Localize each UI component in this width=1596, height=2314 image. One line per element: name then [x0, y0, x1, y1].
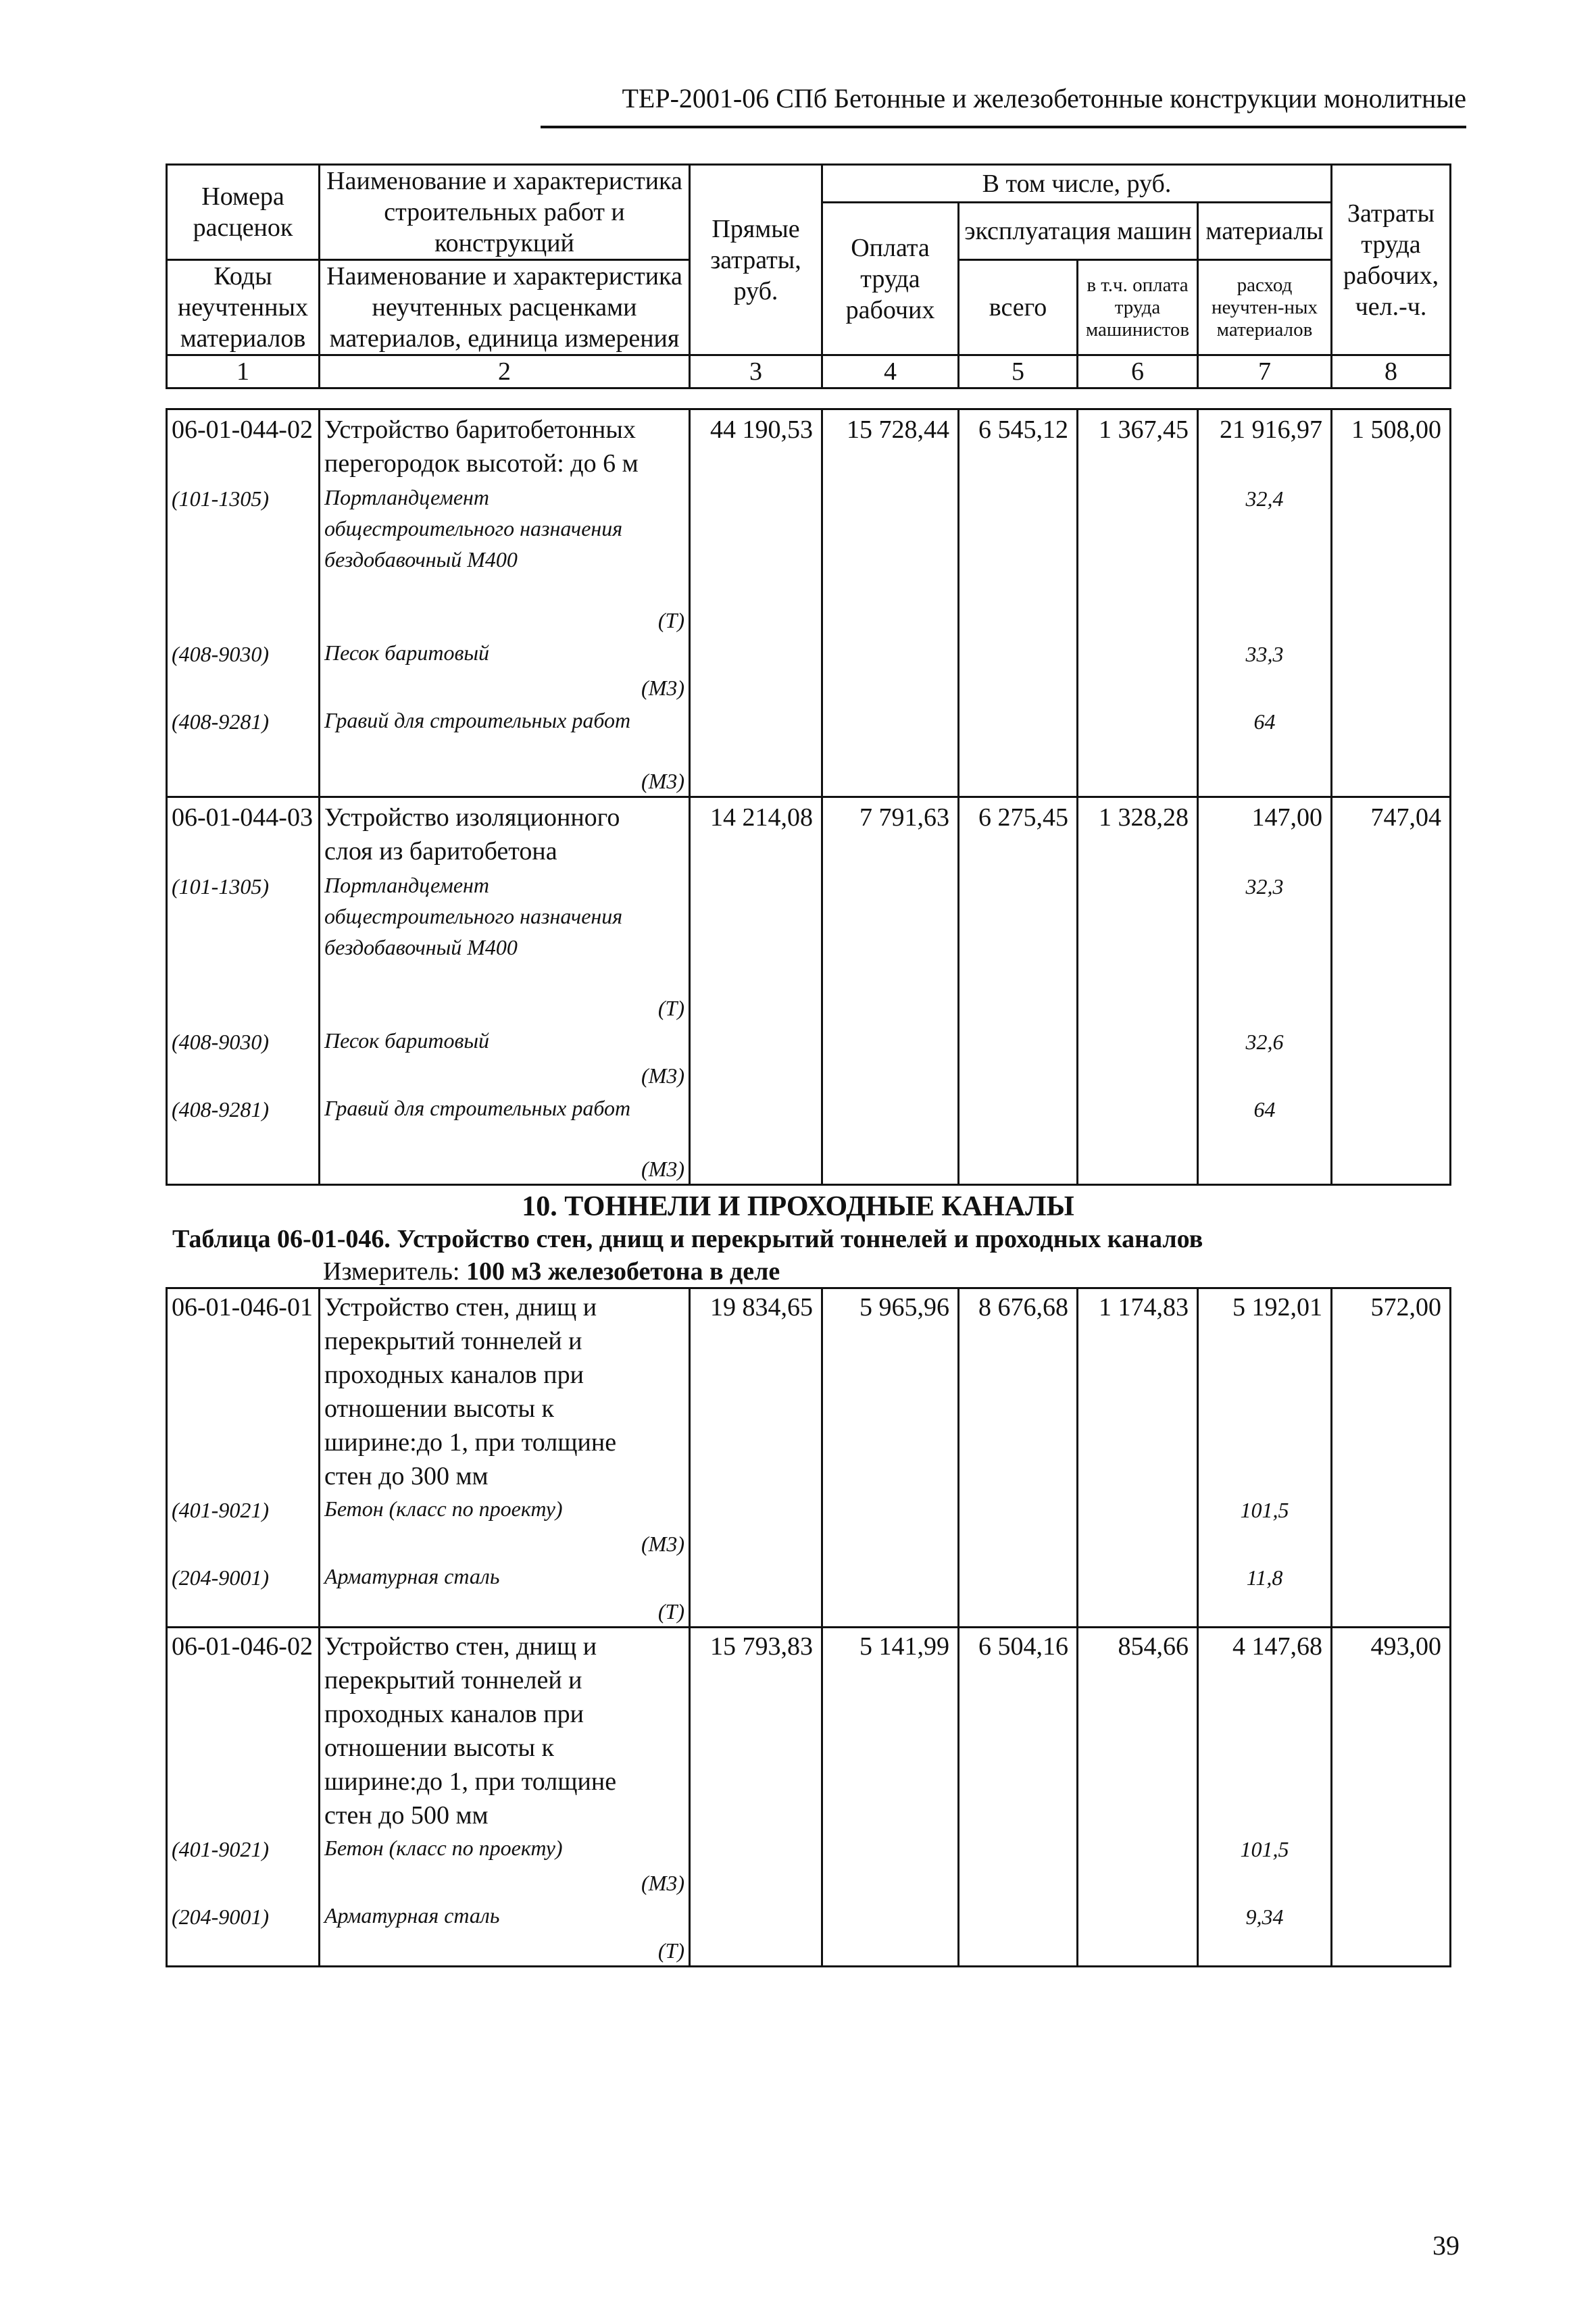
material-qty: 33,3	[1245, 642, 1284, 666]
material-name: Арматурная сталь	[324, 1564, 500, 1588]
rate-name: ширине:до 1, при толщине	[324, 1767, 617, 1796]
rate-name: Устройство баритобетонных	[324, 416, 636, 444]
materials-cost: 147,00	[1251, 803, 1322, 832]
operator-pay: 1 328,28	[1078, 797, 1198, 1185]
header-machines: эксплуатация машин	[959, 203, 1198, 260]
header-in-total: В том числе, руб.	[822, 165, 1332, 203]
rate-name: проходных каналов при	[324, 1700, 584, 1728]
rate-name: ширине:до 1, при толщине	[324, 1428, 617, 1457]
rate-name: Устройство стен, днищ и	[324, 1632, 597, 1661]
header-operator-pay: в т.ч. оплата труда машинистов	[1078, 260, 1198, 355]
direct-costs: 44 190,53	[690, 409, 822, 797]
material-code: (204-9001)	[172, 1565, 269, 1590]
rate-name: стен до 500 мм	[324, 1801, 489, 1830]
table-title: Таблица 06-01-046. Устройство стен, днищ и перекрытий тоннелей и проходных каналов	[172, 1225, 1203, 1253]
material-code: (401-9021)	[172, 1498, 269, 1522]
header-num: 3	[690, 355, 822, 388]
rate-code: 06-01-044-02	[172, 416, 313, 444]
operator-pay: 1 174,83	[1078, 1288, 1198, 1628]
material-code: (408-9030)	[172, 1030, 269, 1054]
header-num: 5	[959, 355, 1078, 388]
rate-name: перекрытий тоннелей и	[324, 1666, 582, 1694]
rate-name: перегородок высотой: до 6 м	[324, 449, 639, 478]
direct-costs: 19 834,65	[690, 1288, 822, 1628]
header-material-codes: Коды неучтенных материалов	[167, 260, 320, 355]
material-code: (408-9030)	[172, 642, 269, 666]
header-labor-hours: Затраты труда рабочих, чел.-ч.	[1332, 165, 1451, 355]
material-code: (408-9281)	[172, 1097, 269, 1122]
machines-total: 8 676,68	[959, 1288, 1078, 1628]
machines-total: 6 275,45	[959, 797, 1078, 1185]
operator-pay: 854,66	[1078, 1628, 1198, 1967]
labor-pay: 7 791,63	[822, 797, 959, 1185]
material-name: Портландцемент	[324, 485, 490, 509]
header-machines-total: всего	[959, 260, 1078, 355]
material-qty: 32,4	[1245, 486, 1284, 511]
header-work-name: Наименование и характеристика строительных работ и конструкций	[320, 165, 690, 260]
measure-label: Измеритель:	[323, 1257, 460, 1286]
rate-name: отношении высоты к	[324, 1734, 555, 1762]
header-labor-pay: Оплата труда рабочих	[822, 203, 959, 355]
header-unaccounted-materials: расход неучтен-ных материалов	[1198, 260, 1332, 355]
rate-name: Устройство изоляционного	[324, 803, 620, 832]
header-material-names: Наименование и характеристика неучтенных расценками материалов, единица измерения	[320, 260, 690, 355]
material-code: (408-9281)	[172, 709, 269, 734]
header-num: 8	[1332, 355, 1451, 388]
rate-name: стен до 300 мм	[324, 1462, 489, 1490]
material-code: (401-9021)	[172, 1837, 269, 1861]
material-qty: 32,3	[1245, 874, 1284, 899]
rate-name: Устройство стен, днищ и	[324, 1293, 597, 1322]
material-name: Арматурная сталь	[324, 1903, 500, 1928]
material-unit: (М3)	[641, 769, 684, 793]
material-unit: (Т)	[657, 996, 684, 1020]
material-name: Портландцемент	[324, 873, 490, 897]
materials-cost: 5 192,01	[1232, 1293, 1322, 1322]
material-unit: (М3)	[641, 676, 684, 700]
header-num: 6	[1078, 355, 1198, 388]
materials-cost: 21 916,97	[1220, 416, 1322, 444]
rate-row	[167, 409, 1451, 797]
rate-name: слоя из баритобетона	[324, 837, 557, 865]
header-rule	[541, 126, 1466, 128]
labor-hours: 747,04	[1332, 797, 1451, 1185]
material-qty: 101,5	[1240, 1837, 1289, 1861]
rate-name: отношении высоты к	[324, 1394, 555, 1423]
material-name: Гравий для строительных работ	[324, 1096, 631, 1120]
material-qty: 64	[1253, 1097, 1276, 1122]
material-code: (101-1305)	[172, 874, 269, 899]
machines-total: 6 504,16	[959, 1628, 1078, 1967]
rate-code: 06-01-046-01	[172, 1293, 313, 1322]
direct-costs: 14 214,08	[690, 797, 822, 1185]
material-name: бездобавочный М400	[324, 935, 518, 959]
running-head: ТЕР-2001-06 СПб Бетонные и железобетонные конструкции монолитные	[622, 83, 1466, 114]
page-number: 39	[1432, 2230, 1460, 2261]
labor-hours: 493,00	[1332, 1628, 1451, 1967]
header-num: 2	[320, 355, 690, 388]
labor-hours: 1 508,00	[1332, 409, 1451, 797]
header-materials: материалы	[1198, 203, 1332, 260]
material-name: Песок баритовый	[324, 1028, 490, 1053]
rate-code: 06-01-044-03	[172, 803, 313, 832]
material-unit: (Т)	[657, 1599, 684, 1624]
material-unit: (М3)	[641, 1157, 684, 1181]
rate-name: перекрытий тоннелей и	[324, 1327, 582, 1355]
rates-table-046	[166, 1287, 1451, 1967]
material-qty: 11,8	[1246, 1565, 1283, 1590]
labor-pay: 15 728,44	[822, 409, 959, 797]
rate-row	[167, 797, 1451, 1185]
rate-name: проходных каналов при	[324, 1361, 584, 1389]
material-qty: 32,6	[1245, 1030, 1284, 1054]
material-code: (204-9001)	[172, 1905, 269, 1929]
rate-code: 06-01-046-02	[172, 1632, 313, 1661]
header-num: 7	[1198, 355, 1332, 388]
rate-row	[167, 1288, 1451, 1628]
material-unit: (М3)	[641, 1063, 684, 1088]
header-num: 4	[822, 355, 959, 388]
material-name: Бетон (класс по проекту)	[324, 1496, 563, 1521]
material-name: Песок баритовый	[324, 640, 490, 665]
material-name: Гравий для строительных работ	[324, 708, 631, 732]
material-qty: 64	[1253, 709, 1276, 734]
header-direct-costs: Прямые затраты, руб.	[690, 165, 822, 355]
measure-line	[323, 1257, 780, 1286]
column-header-table	[166, 164, 1451, 389]
direct-costs: 15 793,83	[690, 1628, 822, 1967]
machines-total: 6 545,12	[959, 409, 1078, 797]
material-qty: 9,34	[1245, 1905, 1284, 1929]
material-qty: 101,5	[1240, 1498, 1289, 1522]
material-unit: (Т)	[657, 608, 684, 632]
material-name: Бетон (класс по проекту)	[324, 1836, 563, 1860]
operator-pay: 1 367,45	[1078, 409, 1198, 797]
material-name: бездобавочный М400	[324, 547, 518, 572]
material-unit: (М3)	[641, 1532, 684, 1556]
section-title: 10. ТОННЕЛИ И ПРОХОДНЫЕ КАНАЛЫ	[522, 1191, 1074, 1222]
labor-hours: 572,00	[1332, 1288, 1451, 1628]
materials-cost: 4 147,68	[1232, 1632, 1322, 1661]
header-num: 1	[167, 355, 320, 388]
labor-pay: 5 965,96	[822, 1288, 959, 1628]
measure-value: 100 м3 железобетона в деле	[466, 1257, 780, 1286]
material-name: общестроительного назначения	[324, 516, 623, 540]
material-unit: (Т)	[657, 1938, 684, 1963]
header-rate-numbers: Номера расценок	[167, 165, 320, 260]
rate-row	[167, 1628, 1451, 1967]
material-unit: (М3)	[641, 1871, 684, 1895]
material-code: (101-1305)	[172, 486, 269, 511]
rates-table-044	[166, 408, 1451, 1186]
material-name: общестроительного назначения	[324, 904, 623, 928]
labor-pay: 5 141,99	[822, 1628, 959, 1967]
